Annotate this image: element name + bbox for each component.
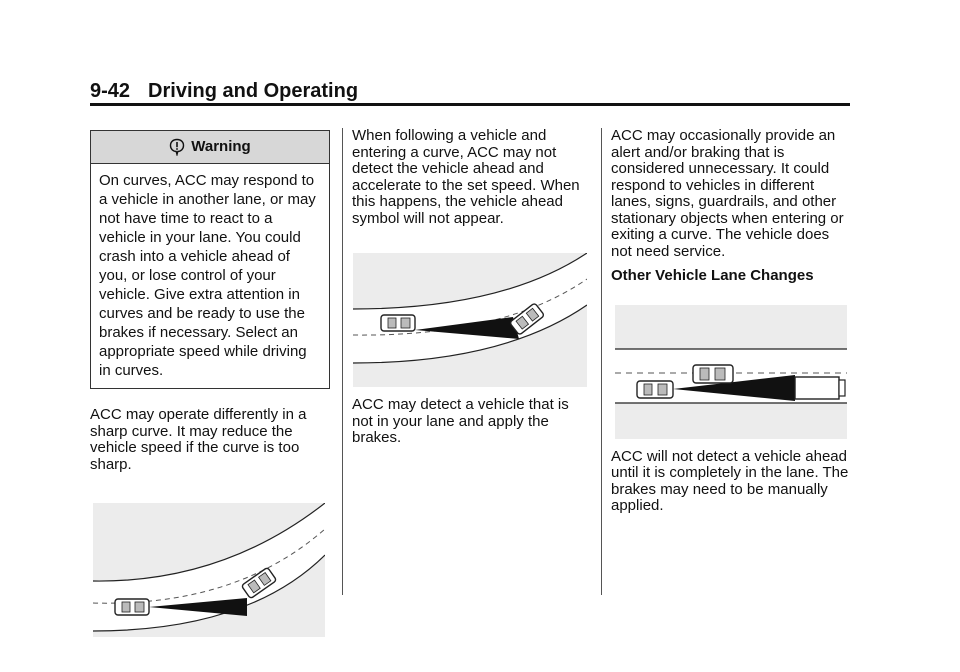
merging-vehicle (693, 365, 733, 383)
curve-entry-illustration (353, 253, 587, 387)
page-number: 9-42 (90, 80, 131, 102)
section-title: Driving and Operating (148, 80, 359, 102)
subheading: Other Vehicle Lane Changes (611, 267, 814, 284)
header-rule (90, 103, 850, 106)
column-1-paragraph: ACC may operate differently in a sharp curve. It may reduce the vehicle speed if the curve is too sharp. (90, 406, 307, 473)
own-vehicle (637, 381, 673, 398)
column-divider-2 (601, 128, 602, 595)
warning-icon (169, 138, 185, 156)
own-vehicle (115, 599, 149, 615)
column-3 (611, 128, 851, 515)
sharp-curve-illustration (93, 503, 325, 637)
column-divider-1 (342, 128, 343, 595)
warning-header (91, 131, 329, 164)
warning-title: Warning (191, 137, 251, 155)
column-3-paragraph-1: ACC may occasionally provide an alert and/or braking that is considered unnecessary. It could respond to vehicles in different lanes, signs, guardrails, and other stationary objects when entering or exiting a curve. The vehicle does not need service. (611, 127, 844, 260)
column-3-paragraph-2: ACC will not detect a vehicle ahead until it is completely in the lane. The brakes may need to be manually applied. (611, 447, 849, 514)
lane-change-illustration (615, 305, 847, 439)
column-2-paragraph-1: When following a vehicle and entering a curve, ACC may not detect the vehicle ahead and accelerate to the set speed. When this happens, the vehicle ahead symbol will not appear. (352, 127, 580, 227)
column-1 (90, 130, 330, 637)
warning-body: On curves, ACC may respond to a vehicle in another lane, or may not have time to react to a vehicle in your lane. You could crash into a vehicle ahead of you, or lose control of your vehicle. Give extra attention in curves and be ready to use the brakes if necessary. Select an appropriate speed while driving in curves. (99, 172, 316, 379)
truck-ahead (795, 377, 845, 399)
column-2 (352, 128, 590, 447)
own-vehicle (381, 315, 415, 331)
page-header (90, 80, 358, 103)
column-2-paragraph-2: ACC may detect a vehicle that is not in your lane and apply the brakes. (352, 396, 569, 446)
warning-box (90, 130, 330, 389)
